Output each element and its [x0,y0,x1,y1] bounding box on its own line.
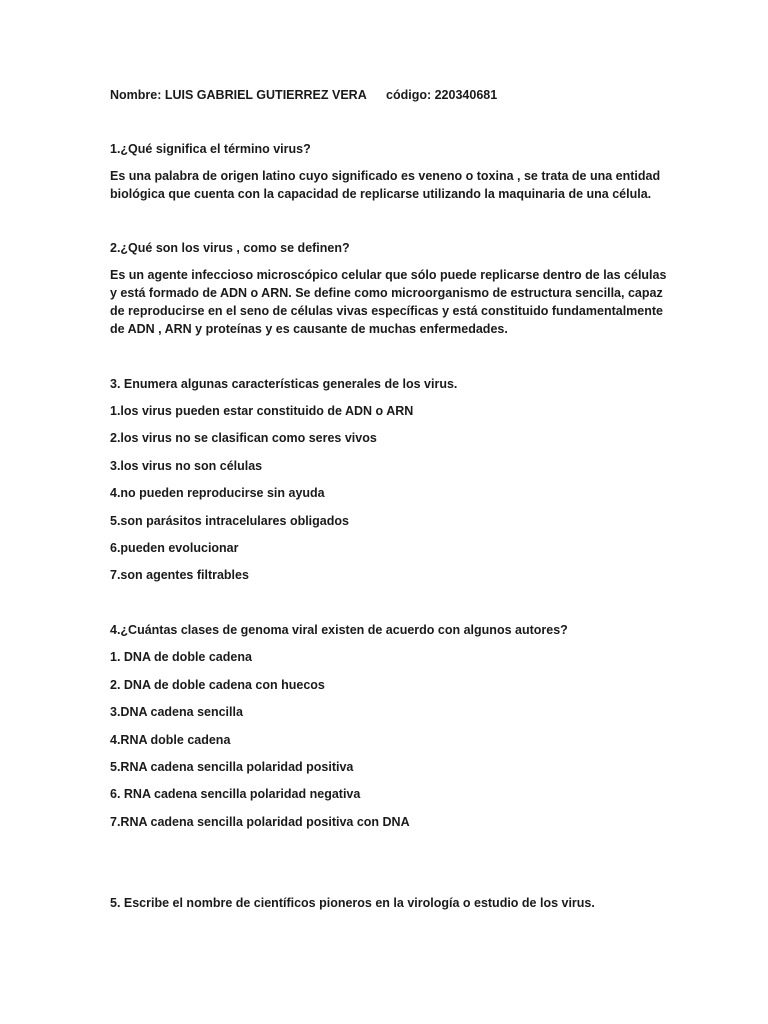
student-name: Nombre: LUIS GABRIEL GUTIERREZ VERA [110,88,367,102]
answer-1-line: biológica que cuenta con la capacidad de replicarse utilizando la maquinaria de una célula. [110,187,652,201]
student-code: código: 220340681 [386,88,498,102]
answer-1-line: Es una palabra de origen latino cuyo significado es veneno o toxina , se trata de una entidad [110,169,661,183]
list-item: 3.DNA cadena sencilla [110,705,243,719]
list-item: 7.son agentes filtrables [110,568,249,582]
list-item: 1. DNA de doble cadena [110,650,252,664]
question-4: 4.¿Cuántas clases de genoma viral existen de acuerdo con algunos autores? [110,623,568,637]
list-item: 3.los virus no son células [110,459,263,473]
list-item: 2. DNA de doble cadena con huecos [110,678,325,692]
list-item: 6. RNA cadena sencilla polaridad negativa [110,787,361,801]
list-item: 4.no pueden reproducirse sin ayuda [110,486,325,500]
list-item: 5.son parásitos intracelulares obligados [110,514,349,528]
question-2: 2.¿Qué son los virus , como se definen? [110,241,350,255]
list-item: 6.pueden evolucionar [110,541,239,555]
list-item: 1.los virus pueden estar constituido de ADN o ARN [110,404,414,418]
answer-1 [110,167,670,203]
list-item: 5.RNA cadena sencilla polaridad positiva [110,760,354,774]
list-item: 2.los virus no se clasifican como seres vivos [110,431,377,445]
list-item: 4.RNA doble cadena [110,733,231,747]
question-3: 3. Enumera algunas características generales de los virus. [110,377,458,391]
list-item: 7.RNA cadena sencilla polaridad positiva con DNA [110,815,410,829]
answer-2-line: de ADN , ARN y proteínas y es causante de muchas enfermedades. [110,322,508,336]
answer-2 [110,266,670,338]
question-5: 5. Escribe el nombre de científicos pioneros en la virología o estudio de los virus. [110,896,595,910]
answer-2-line: y está formado de ADN o ARN. Se define como microorganismo de estructura sencilla, capaz [110,286,663,300]
answer-2-line: Es un agente infeccioso microscópico celular que sólo puede replicarse dentro de las células [110,268,667,282]
question-1: 1.¿Qué significa el término virus? [110,142,311,156]
answer-2-line: de reproducirse en el seno de células vivas específicas y está constituido fundamentalmente [110,304,663,318]
